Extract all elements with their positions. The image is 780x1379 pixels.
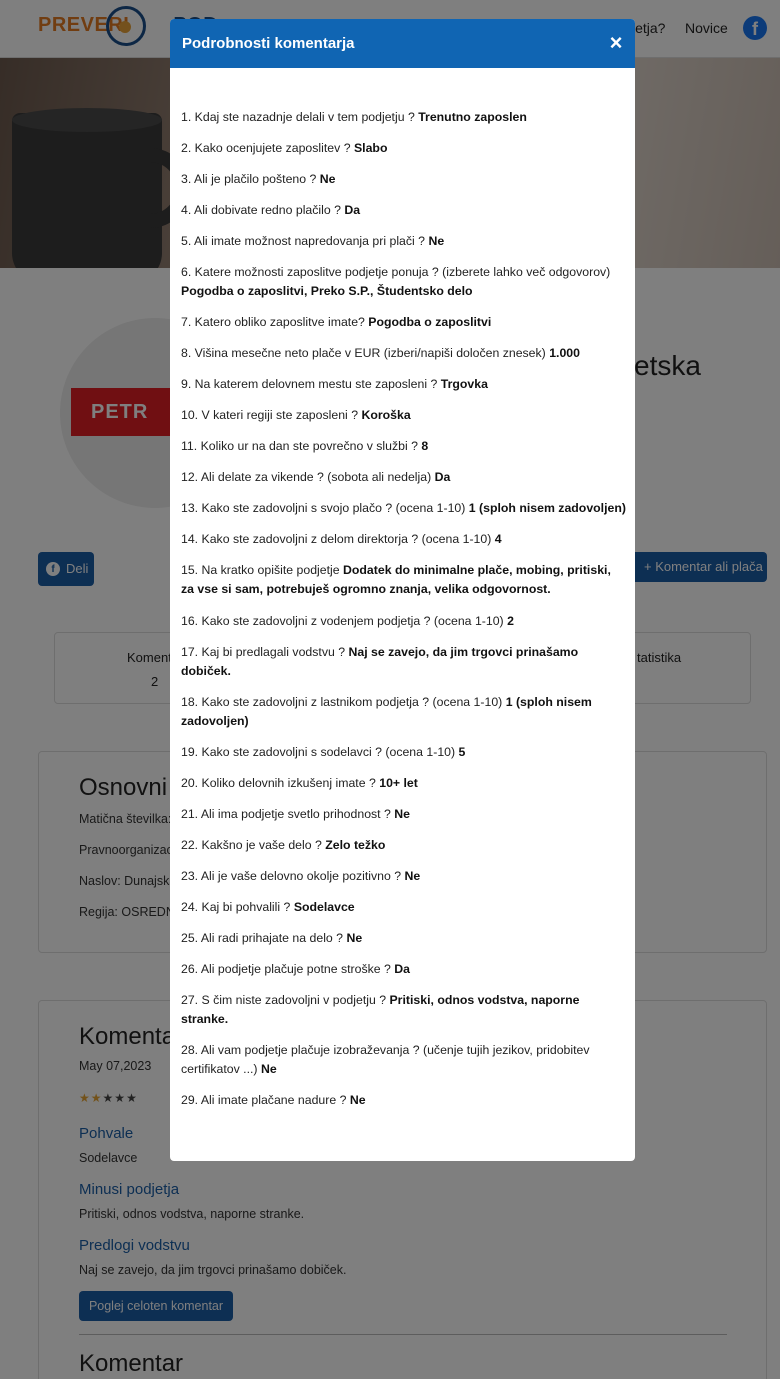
qa-item — [181, 960, 627, 979]
qa-item — [181, 774, 627, 793]
question-text: 5. Ali imate možnost napredovanja pri plači ? — [181, 234, 426, 248]
question-text: 1. Kdaj ste nazadnje delali v tem podjetju ? — [181, 110, 415, 124]
qa-item — [181, 867, 627, 886]
question-text: 16. Kako ste zadovoljni z vodenjem podjetja ? (ocena 1-10) — [181, 614, 504, 628]
qa-item — [181, 991, 627, 1029]
question-text: 4. Ali dobivate redno plačilo ? — [181, 203, 341, 217]
answer-text: Dodatek do minimalne plače, mobing, pritiski, za vse si sam, potrebuješ ogromno znanja, velika odgovornost. — [181, 563, 611, 596]
answer-text: Koroška — [361, 408, 411, 422]
qa-item — [181, 263, 627, 301]
question-text: 8. Višina mesečne neto plače v EUR (izberi/napiši določen znesek) — [181, 346, 546, 360]
answer-text: Ne — [394, 807, 411, 821]
qa-item — [181, 437, 627, 456]
question-text: 13. Kako ste zadovoljni s svojo plačo ? (ocena 1-10) — [181, 501, 466, 515]
answer-text: Da — [434, 470, 451, 484]
question-text: 7. Katero obliko zaposlitve imate? — [181, 315, 365, 329]
answer-text: Trenutno zaposlen — [418, 110, 527, 124]
question-text: 2. Kako ocenjujete zaposlitev ? — [181, 141, 351, 155]
qa-item — [181, 643, 627, 681]
answer-text: 2 — [507, 614, 514, 628]
answer-text: Pogodba o zaposlitvi, Preko S.P., Študentsko delo — [181, 284, 473, 298]
answer-text: Trgovka — [440, 377, 488, 391]
answer-text: Pritiski, odnos vodstva, naporne stranke. — [181, 993, 580, 1026]
question-text: 6. Katere možnosti zaposlitve podjetje ponuja ? (izberete lahko več odgovorov) — [181, 265, 611, 279]
question-text: 9. Na katerem delovnem mestu ste zaposleni ? — [181, 377, 438, 391]
question-text: 29. Ali imate plačane nadure ? — [181, 1093, 347, 1107]
answer-text: Da — [344, 203, 361, 217]
qa-item — [181, 139, 627, 158]
answer-text: 8 — [421, 439, 429, 453]
answer-text: Ne — [319, 172, 336, 186]
close-icon[interactable]: × — [609, 30, 623, 55]
qa-item — [181, 232, 627, 251]
answer-text: Pogodba o zaposlitvi — [368, 315, 492, 329]
qa-item — [181, 530, 627, 549]
answer-text: Zelo težko — [325, 838, 386, 852]
answer-text: 10+ let — [379, 776, 418, 790]
answer-text: 1 (sploh nisem zadovoljen) — [181, 695, 592, 728]
answer-text: 5 — [458, 745, 466, 759]
qa-item — [181, 1091, 627, 1110]
answer-text: 4 — [494, 532, 502, 546]
qa-item — [181, 406, 627, 425]
answer-text: 1.000 — [549, 346, 580, 360]
answer-text: Ne — [346, 931, 363, 945]
question-text: 17. Kaj bi predlagali vodstvu ? — [181, 645, 346, 659]
answer-text: Ne — [349, 1093, 366, 1107]
question-text: 12. Ali delate za vikende ? (sobota ali nedelja) — [181, 470, 432, 484]
question-text: 19. Kako ste zadovoljni s sodelavci ? (ocena 1-10) — [181, 745, 456, 759]
modal-header — [170, 19, 635, 68]
question-text: 3. Ali je plačilo pošteno ? — [181, 172, 317, 186]
question-text: 28. Ali vam podjetje plačuje izobraževanja ? (učenje tujih jezikov, pridobitev certifikatov ...) — [181, 1043, 590, 1076]
answer-text: Slabo — [353, 141, 388, 155]
question-text: 18. Kako ste zadovoljni z lastnikom podjetja ? (ocena 1-10) — [181, 695, 503, 709]
qa-item — [181, 375, 627, 394]
answer-text: 1 (sploh nisem zadovoljen) — [468, 501, 626, 515]
answer-text: Da — [394, 962, 411, 976]
question-text: 23. Ali je vaše delovno okolje pozitivno ? — [181, 869, 402, 883]
qa-item — [181, 836, 627, 855]
qa-item — [181, 201, 627, 220]
question-text: 11. Koliko ur na dan ste povrečno v službi ? — [181, 439, 418, 453]
question-text: 25. Ali radi prihajate na delo ? — [181, 931, 344, 945]
qa-item — [181, 1041, 627, 1079]
qa-item — [181, 561, 627, 599]
qa-item — [181, 170, 627, 189]
modal-title: Podrobnosti komentarja — [182, 35, 355, 52]
qa-item — [181, 499, 627, 518]
qa-item — [181, 612, 627, 631]
question-text: 10. V kateri regiji ste zaposleni ? — [181, 408, 359, 422]
qa-item — [181, 468, 627, 487]
question-text: 22. Kakšno je vaše delo ? — [181, 838, 322, 852]
answer-text: Ne — [404, 869, 421, 883]
question-text: 20. Koliko delovnih izkušenj imate ? — [181, 776, 376, 790]
comment-details-modal — [170, 19, 635, 1161]
question-text: 27. S čim niste zadovoljni v podjetju ? — [181, 993, 387, 1007]
qa-item — [181, 344, 627, 363]
question-text: 15. Na kratko opišite podjetje — [181, 563, 340, 577]
answer-text: Ne — [428, 234, 445, 248]
question-text: 26. Ali podjetje plačuje potne stroške ? — [181, 962, 391, 976]
qa-item — [181, 693, 627, 731]
qa-item — [181, 743, 627, 762]
qa-item — [181, 313, 627, 332]
qa-item — [181, 108, 627, 127]
question-text: 24. Kaj bi pohvalili ? — [181, 900, 291, 914]
qa-item — [181, 929, 627, 948]
qa-item — [181, 898, 627, 917]
question-text: 14. Kako ste zadovoljni z delom direktorja ? (ocena 1-10) — [181, 532, 492, 546]
answer-text: Naj se zavejo, da jim trgovci prinašamo dobiček. — [181, 645, 579, 678]
qa-item — [181, 805, 627, 824]
question-text: 21. Ali ima podjetje svetlo prihodnost ? — [181, 807, 391, 821]
answer-text: Ne — [260, 1062, 277, 1076]
answer-text: Sodelavce — [293, 900, 355, 914]
